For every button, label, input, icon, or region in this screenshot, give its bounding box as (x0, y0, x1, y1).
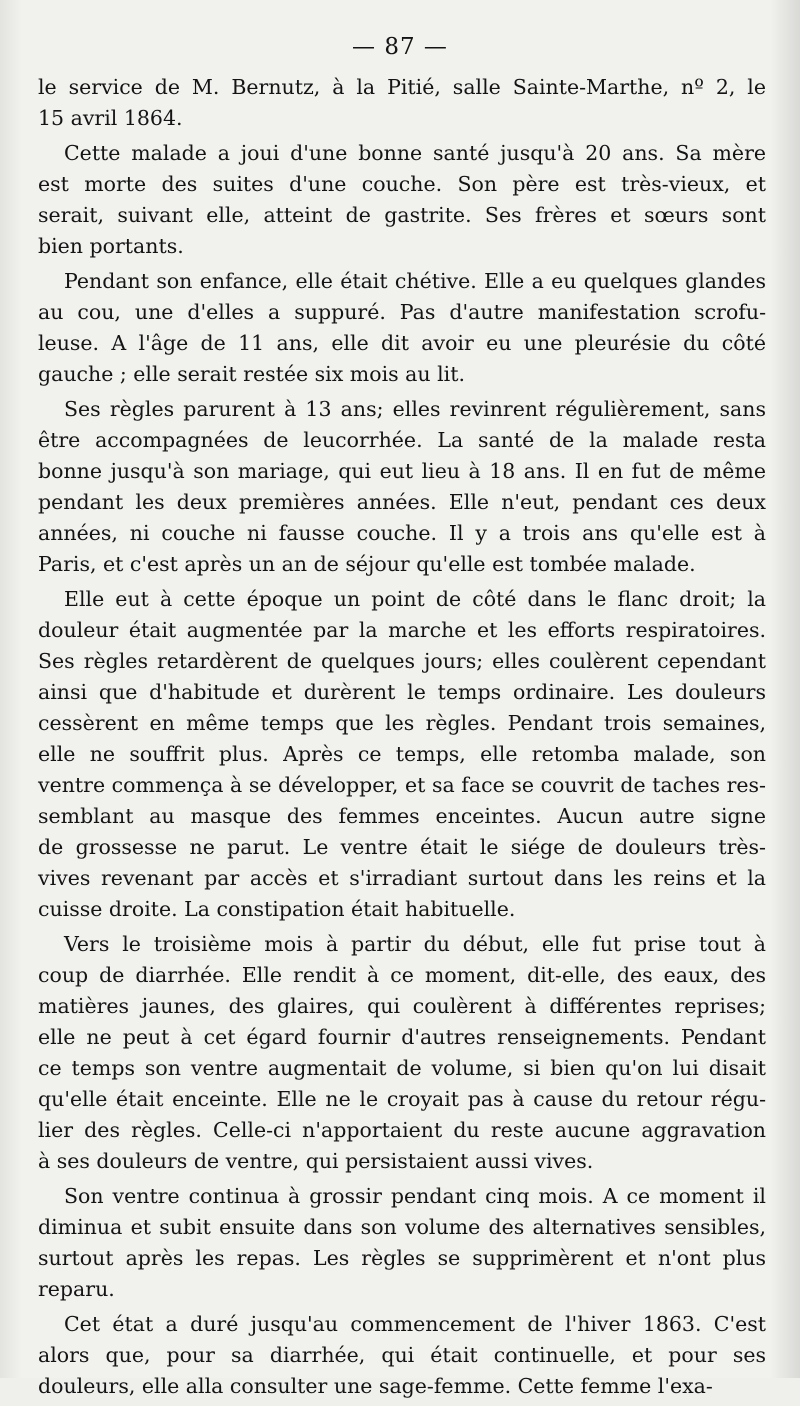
text-line: le service de M. Bernutz, à la Pitié, salle Sainte-Marthe, nº 2, le (38, 75, 766, 99)
text-line: semblant au masque des femmes enceintes. Aucun autre signe (38, 804, 766, 828)
text-line: ventre commença à se développer, et sa face se couvrit de taches res- (38, 773, 766, 797)
text-line: douleur était augmentée par la marche et les efforts respiratoires. (38, 618, 766, 642)
text-line: Paris, et c'est après un an de séjour qu'elle est tombée malade. (38, 552, 696, 576)
text-line: pendant les deux premières années. Elle n'eut, pendant ces deux (38, 490, 766, 514)
text-line: ce temps son ventre augmentait de volume, si bien qu'on lui disait (38, 1056, 766, 1080)
text-line: vives revenant par accès et s'irradiant surtout dans les reins et la (38, 866, 766, 890)
text-line: Pendant son enfance, elle était chétive. Elle a eu quelques glandes (64, 269, 766, 293)
text-line: matières jaunes, des glaires, qui coulèrent à différentes reprises; (38, 994, 766, 1018)
text-line: années, ni couche ni fausse couche. Il y a trois ans qu'elle est à (38, 521, 766, 545)
paragraph (38, 1181, 766, 1305)
text-line: ainsi que d'habitude et durèrent le temps ordinaire. Les douleurs (38, 680, 766, 704)
text-line: Cette malade a joui d'une bonne santé jusqu'à 20 ans. Sa mère (64, 141, 766, 165)
body-text (38, 72, 766, 1406)
text-line: 15 avril 1864. (38, 106, 183, 130)
paragraph (38, 584, 766, 925)
text-line: cessèrent en même temps que les règles. Pendant trois semaines, (38, 711, 766, 735)
text-line: Cet état a duré jusqu'au commencement de l'hiver 1863. C'est (64, 1312, 766, 1336)
text-line: qu'elle était enceinte. Elle ne le croyait pas à cause du retour régu- (38, 1087, 766, 1111)
text-line: douleurs, elle alla consulter une sage-femme. Cette femme l'exa- (38, 1374, 713, 1398)
text-line: alors que, pour sa diarrhée, qui était continuelle, et pour ses (38, 1343, 766, 1367)
paragraph (38, 1309, 766, 1402)
text-line: lier des règles. Celle-ci n'apportaient du reste aucune aggravation (38, 1118, 766, 1142)
text-line: bonne jusqu'à son mariage, qui eut lieu à 18 ans. Il en fut de même (38, 459, 766, 483)
text-line: Ses règles retardèrent de quelques jours; elles coulèrent cependant (38, 649, 766, 673)
text-line: diminua et subit ensuite dans son volume des alternatives sensibles, (38, 1215, 766, 1239)
text-line: est morte des suites d'une couche. Son père est très-vieux, et (38, 172, 766, 196)
text-line: elle ne peut à cet égard fournir d'autres renseignements. Pendant (38, 1025, 766, 1049)
text-line: elle ne souffrit plus. Après ce temps, elle retomba malade, son (38, 742, 766, 766)
text-line: de grossesse ne parut. Le ventre était le siége de douleurs très- (38, 835, 766, 859)
text-line: surtout après les repas. Les règles se supprimèrent et n'ont plus (38, 1246, 766, 1270)
text-line: Elle eut à cette époque un point de côté dans le flanc droit; la (64, 587, 766, 611)
text-line: coup de diarrhée. Elle rendit à ce moment, dit-elle, des eaux, des (38, 963, 766, 987)
paragraph (38, 929, 766, 1177)
text-line: bien portants. (38, 234, 184, 258)
text-line: serait, suivant elle, atteint de gastrite. Ses frères et sœurs sont (38, 203, 766, 227)
text-line: leuse. A l'âge de 11 ans, elle dit avoir eu une pleurésie du côté (38, 331, 766, 355)
text-line: être accompagnées de leucorrhée. La santé de la malade resta (38, 428, 766, 452)
text-line: reparu. (38, 1277, 115, 1301)
text-line: Son ventre continua à grossir pendant cinq mois. A ce moment il (64, 1184, 766, 1208)
text-line: gauche ; elle serait restée six mois au lit. (38, 362, 465, 386)
paragraph (38, 394, 766, 580)
paragraph (38, 72, 766, 134)
page-number: — 87 — (352, 34, 448, 60)
text-line: cuisse droite. La constipation était habituelle. (38, 897, 516, 921)
text-line: au cou, une d'elles a suppuré. Pas d'autre manifestation scrofu- (38, 300, 766, 324)
text-line: Vers le troisième mois à partir du début, elle fut prise tout à (64, 932, 766, 956)
paragraph (38, 266, 766, 390)
text-line: à ses douleurs de ventre, qui persistaient aussi vives. (38, 1149, 594, 1173)
paragraph (38, 138, 766, 262)
text-line: Ses règles parurent à 13 ans; elles revinrent régulièrement, sans (64, 397, 766, 421)
